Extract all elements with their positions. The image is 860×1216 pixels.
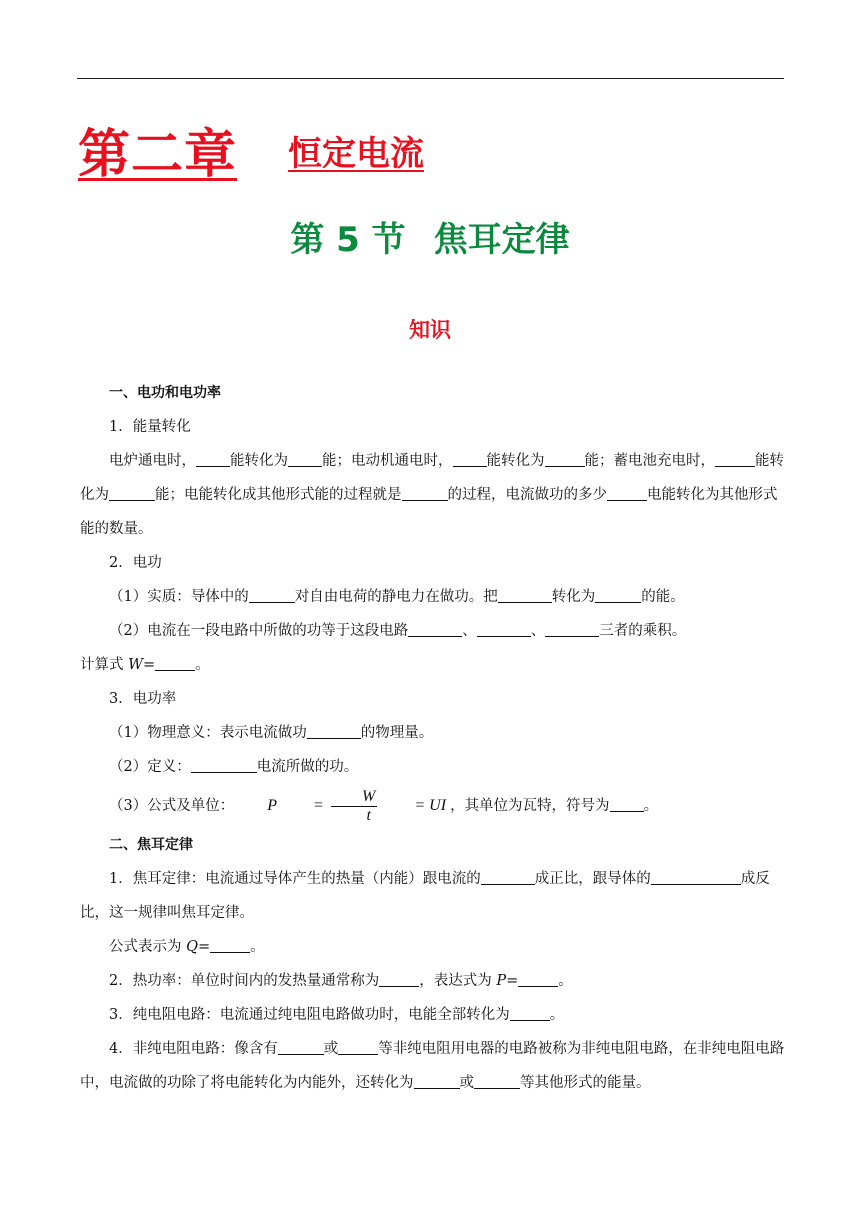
section-heading	[0, 212, 860, 261]
joule-formula: 公式表示为 Q= 。	[109, 939, 265, 955]
part2-heading: 二、焦耳定律	[109, 837, 193, 853]
s2-essence: （1）实质：导体中的 对自由电荷的静电力在做功。把 转化为 的能。	[109, 589, 685, 605]
s2-formula: 计算式 W= 。	[80, 657, 210, 673]
section-title: 焦耳定律	[433, 220, 570, 260]
s3-meaning: （1）物理意义：表示电流做功 的物理量。	[109, 725, 434, 741]
joule-law: 1．焦耳定律：电流通过导体产生的热量（内能）跟电流的 成正比，跟导体的 成反比，这一规律叫焦耳定律。	[80, 871, 770, 921]
heat-power: 2．热功率：单位时间内的发热量通常称为 ，表达式为 P= 。	[109, 973, 573, 989]
part1-heading: 一、电功和电功率	[109, 385, 221, 401]
chapter-title: 恒定电流	[288, 134, 424, 174]
s2-title: 2．电功	[109, 555, 162, 571]
fraction-w-over-t: $\frac{W}{t}$	[331, 788, 377, 825]
s1-title: 1．能量转化	[109, 419, 191, 435]
s3-formula: （3）公式及单位： P = $\frac{W}{t}$ = UI ，其单位为瓦特，符号为 。	[109, 787, 659, 824]
pure-resistance: 3．纯电阻电路：电流通过纯电阻电路做功时，电能全部转化为 。	[109, 1007, 565, 1023]
section-number: 第 5 节	[290, 220, 406, 260]
document-body	[80, 376, 785, 1100]
knowledge-label: 知识	[409, 318, 451, 342]
top-rule	[77, 78, 784, 79]
chapter-heading	[78, 112, 424, 185]
s2-work-product: （2）电流在一段电路中所做的功等于这段电路 、 、 三者的乘积。	[109, 623, 687, 639]
non-pure-resistance: 4．非纯电阻电路：像含有 或 等非纯电阻用电器的电路被称为非纯电阻电路，在非纯电阻电路中，电流做的功除了将电能转化为内能外，还转化为 或 等其他形式的能量。	[80, 1041, 785, 1091]
chapter-number: 第二章	[78, 125, 238, 185]
s3-definition: （2）定义： 电流所做的功。	[109, 759, 359, 775]
s3-title: 3．电功率	[109, 691, 177, 707]
s1-paragraph: 电炉通电时， 能转化为 能；电动机通电时， 能转化为 能；蓄电池充电时， 能转化为 能；电能转化成其他形式能的过程就是 的过程，电流做功的多少 电能转化为其他形式能的数量。	[80, 453, 784, 537]
